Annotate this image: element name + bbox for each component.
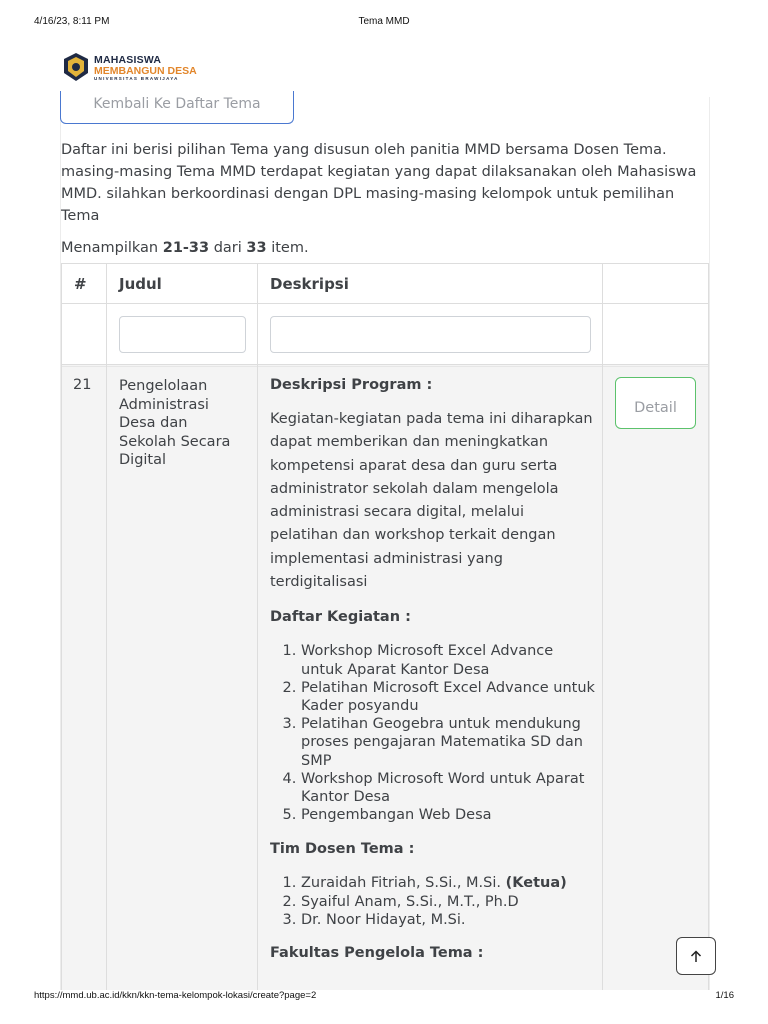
table-border: [708, 263, 709, 990]
intro-text: Daftar ini berisi pilihan Tema yang disusun oleh panitia MMD bersama Dosen Tema. masing-masing Tema MMD terdapat kegiatan yang dapat dilaksanakan oleh Mahasiswa MMD. silahkan berkoordinasi dengan DPL masing-masing kelompok untuk pemilihan Tema: [61, 142, 697, 224]
dosen-role: (Ketua): [505, 875, 567, 892]
print-title: Tema MMD: [358, 16, 410, 27]
scroll-to-top-button[interactable]: [676, 937, 716, 975]
table-border: [61, 303, 709, 304]
print-header: [0, 16, 768, 30]
dosen-name: Syaiful Anam, S.Si., M.T., Ph.D: [301, 893, 519, 910]
list-item: 5. Pengembangan Web Desa: [301, 806, 595, 824]
table-border: [257, 263, 258, 990]
table-border: [61, 263, 709, 264]
summary-prefix: Menampilkan: [61, 240, 163, 256]
print-footer: [0, 990, 768, 1004]
print-page-number: 1/16: [715, 990, 734, 1001]
column-header-number[interactable]: #: [74, 275, 87, 293]
table-border: [106, 263, 107, 990]
list-item: 4. Workshop Microsoft Word untuk Aparat Kantor Desa: [301, 770, 595, 806]
column-header-deskripsi[interactable]: Deskripsi: [270, 275, 349, 293]
row-number: 21: [73, 377, 92, 393]
table-border: [61, 364, 709, 365]
print-datetime: 4/16/23, 8:11 PM: [34, 16, 110, 27]
site-logo[interactable]: [61, 52, 201, 84]
fakultas-heading: Fakultas Pengelola Tema :: [270, 945, 484, 962]
program-heading: Deskripsi Program :: [270, 377, 433, 393]
list-item: 2. Pelatihan Microsoft Excel Advance untuk Kader posyandu: [301, 679, 595, 715]
detail-button[interactable]: Detail: [615, 377, 696, 429]
university-emblem-icon: [61, 52, 91, 82]
deskripsi-filter-input[interactable]: [270, 316, 591, 353]
judul-filter-input[interactable]: [119, 316, 246, 353]
dosen-heading: Tim Dosen Tema :: [270, 841, 415, 858]
table-border: [602, 263, 603, 990]
pagination-summary: [61, 240, 309, 256]
summary-total: 33: [246, 240, 267, 256]
summary-suffix: item.: [266, 240, 309, 256]
logo-line-1: MAHASISWA: [94, 54, 162, 66]
dosen-name: Zuraidah Fitriah, S.Si., M.Si.: [301, 875, 502, 892]
content-border-right: [709, 97, 710, 990]
list-item: [301, 893, 595, 911]
logo-line-2: MEMBANGUN DESA: [94, 65, 197, 77]
back-to-theme-list-button[interactable]: Kembali Ke Daftar Tema: [60, 91, 294, 124]
list-item: [301, 874, 595, 892]
summary-range: 21-33: [162, 240, 210, 256]
kegiatan-list: [270, 642, 595, 824]
row-deskripsi: [270, 377, 595, 961]
program-text: Kegiatan-kegiatan pada tema ini diharapkan dapat memberikan dan meningkatkan kompetensi aparat desa dan guru serta administrator sekolah dalam mengelola administrasi secara digital, melalui pelatihan dan workshop terkait dengan implementasi administrasi yang terdigitalisasi: [270, 411, 593, 591]
table-border: [61, 366, 709, 367]
dosen-name: Dr. Noor Hidayat, M.Si.: [301, 911, 466, 928]
row-judul: Pengelolaan Administrasi Desa dan Sekolah Secara Digital: [119, 378, 231, 468]
print-url: https://mmd.ub.ac.id/kkn/kkn-tema-kelompok-lokasi/create?page=2: [34, 990, 317, 1001]
arrow-up-icon: [690, 950, 702, 963]
table-border: [61, 263, 62, 990]
dosen-list: [270, 874, 595, 929]
kegiatan-heading: Daftar Kegiatan :: [270, 609, 411, 626]
list-item: 3. Pelatihan Geogebra untuk mendukung proses pengajaran Matematika SD dan SMP: [301, 715, 595, 770]
list-item: [301, 911, 595, 929]
column-header-judul[interactable]: Judul: [119, 275, 162, 293]
logo-line-3: UNIVERSITAS BRAWIJAYA: [94, 76, 179, 81]
themes-table: [61, 263, 709, 990]
list-item: 1. Workshop Microsoft Excel Advance untuk Aparat Kantor Desa: [301, 642, 595, 678]
summary-middle: dari: [209, 240, 247, 256]
